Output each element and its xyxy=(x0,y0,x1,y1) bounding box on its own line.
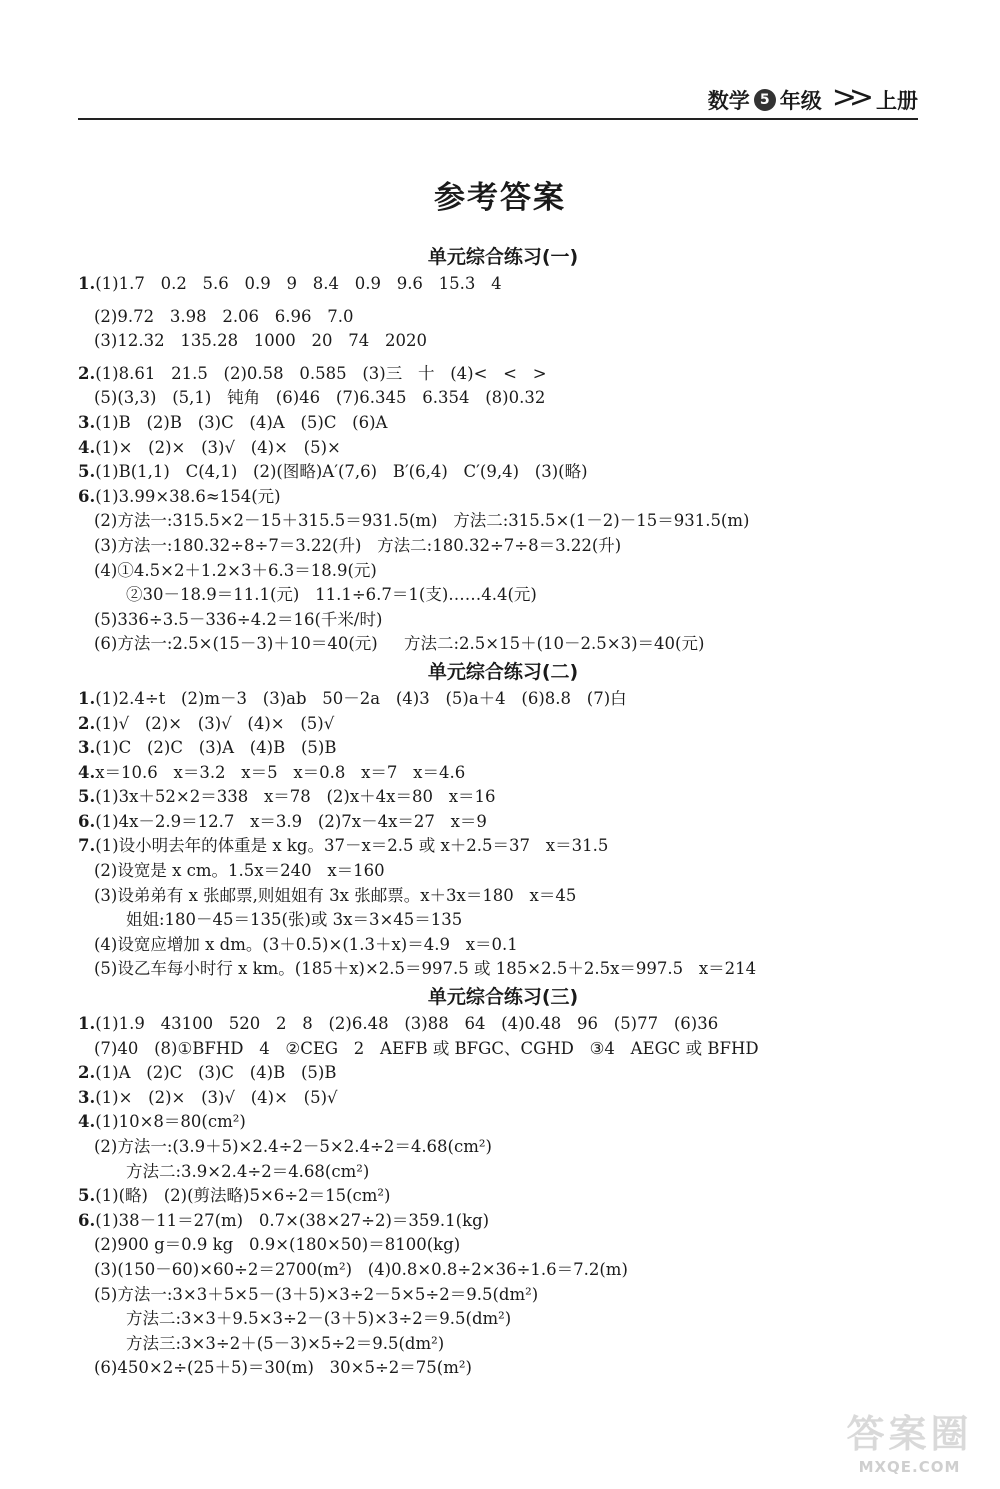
answer-text: (1)(略) (2)(剪法略)5×6÷2＝15(cm²) xyxy=(95,1186,391,1206)
answer-line xyxy=(78,583,928,608)
answer-text: (1)设小明去年的体重是 x kg。37－x＝2.5 或 x＋2.5＝37 x＝31.5 xyxy=(95,836,609,856)
answer-line xyxy=(78,608,928,633)
answer-text: 方法二:3×3＋9.5×3÷2－(3＋5)×3÷2＝9.5(dm²) xyxy=(126,1309,512,1329)
question-number: 7. xyxy=(78,836,96,856)
question-number: 1. xyxy=(78,1014,96,1034)
answer-line xyxy=(78,305,928,330)
watermark-logo xyxy=(827,1403,992,1483)
answer-text: (1)38－11＝27(m) 0.7×(38×27÷2)＝359.1(kg) xyxy=(95,1210,490,1230)
answer-line xyxy=(78,632,928,657)
answer-text: (3)(150－60)×60÷2＝2700(m²) (4)0.8×0.8÷2×36÷1.6＝7.2(m) xyxy=(94,1259,628,1279)
answer-line xyxy=(78,712,928,737)
question-number: 4. xyxy=(78,437,96,457)
page-title: 参考答案 xyxy=(434,180,566,216)
answer-line xyxy=(78,1160,928,1185)
answer-line xyxy=(78,1283,928,1308)
answer-text: (7)40 (8)①BFHD 4 ②CEG 2 AEFB 或 BFGC、CGHD ③4 AEGC 或 BFHD xyxy=(94,1038,759,1058)
answer-text: (1)× (2)× (3)√ (4)× (5)√ xyxy=(95,1087,338,1107)
question-number: 2. xyxy=(78,713,96,733)
answer-content xyxy=(78,242,928,1381)
answer-text: (1)8.61 21.5 (2)0.58 0.585 (3)三 十 (4)< < > xyxy=(95,363,547,383)
answer-line xyxy=(78,1332,928,1357)
answer-line xyxy=(78,1037,928,1062)
answer-text: (2)9.72 3.98 2.06 6.96 7.0 xyxy=(94,306,354,326)
answer-line xyxy=(78,908,928,933)
watermark-url: MXQE.COM xyxy=(858,1458,961,1476)
answer-text: (2)设宽是 x cm。1.5x＝240 x＝160 xyxy=(94,861,385,881)
section-title: 单元综合练习(一) xyxy=(427,246,579,268)
answer-text: 方法二:3.9×2.4÷2＝4.68(cm²) xyxy=(126,1161,370,1181)
answer-line xyxy=(78,687,928,712)
answer-text: x＝10.6 x＝3.2 x＝5 x＝0.8 x＝7 x＝4.6 xyxy=(95,762,466,782)
answer-line xyxy=(78,1110,928,1135)
header-label xyxy=(707,80,918,115)
answer-line xyxy=(78,736,928,761)
question-number: 3. xyxy=(78,738,96,758)
answer-line xyxy=(78,329,928,354)
answer-text: (4)设宽应增加 x dm。(3＋0.5)×(1.3＋x)＝4.9 x＝0.1 xyxy=(94,934,518,954)
answer-text: (1)4x－2.9＝12.7 x＝3.9 (2)7x－4x＝27 x＝9 xyxy=(95,811,487,831)
answer-line xyxy=(78,834,928,859)
answer-line xyxy=(78,761,928,786)
answer-line xyxy=(78,1012,928,1037)
answer-line xyxy=(78,534,928,559)
answer-line xyxy=(78,411,928,436)
answer-line xyxy=(78,436,928,461)
answer-text: (1)3x＋52×2＝338 x＝78 (2)x＋4x＝80 x＝16 xyxy=(95,787,496,807)
question-number: 6. xyxy=(78,486,96,506)
answer-text: (1)C (2)C (3)A (4)B (5)B xyxy=(95,738,337,758)
subject-label: 数学 xyxy=(707,88,750,113)
answer-line xyxy=(78,1184,928,1209)
answer-text: (2)方法一:315.5×2－15＋315.5＝931.5(m) 方法二:315.5×(1－2)－15＝931.5(m) xyxy=(94,511,750,531)
answer-line xyxy=(78,1061,928,1086)
question-number: 3. xyxy=(78,412,96,432)
answer-text: (2)方法一:(3.9＋5)×2.4÷2－5×2.4÷2＝4.68(cm²) xyxy=(94,1137,492,1156)
answer-text: 方法三:3×3÷2＋(5－3)×5÷2＝9.5(dm²) xyxy=(126,1333,445,1353)
answer-text: (1)B(1,1) C(4,1) (2)(图略)A′(7,6) B′(6,4) C′(9,4) (3)(略) xyxy=(95,462,588,482)
answer-text: (1)1.7 0.2 5.6 0.9 9 8.4 0.9 9.6 15.3 4 xyxy=(95,274,502,293)
answer-text: (1)× (2)× (3)√ (4)× (5)× xyxy=(95,437,341,457)
answer-line xyxy=(78,1233,928,1258)
page-header xyxy=(78,80,918,120)
grade-label: 年级 xyxy=(779,88,822,113)
answer-line xyxy=(78,272,928,297)
question-number: 1. xyxy=(78,274,96,293)
question-number: 5. xyxy=(78,462,96,482)
answer-text: (5)336÷3.5－336÷4.2＝16(千米/时) xyxy=(94,609,383,629)
answer-text: ②30－18.9＝11.1(元) 11.1÷6.7＝1(支)……4.4(元) xyxy=(126,585,537,605)
question-number: 5. xyxy=(78,787,96,807)
question-number: 1. xyxy=(78,688,96,708)
answer-line xyxy=(78,1209,928,1234)
answer-line xyxy=(78,1135,928,1160)
answer-line xyxy=(78,1307,928,1332)
answer-line xyxy=(78,1356,928,1381)
section-title: 单元综合练习(二) xyxy=(427,660,579,683)
question-number: 6. xyxy=(78,811,96,831)
answer-text: (3)设弟弟有 x 张邮票,则姐姐有 3x 张邮票。x＋3x＝180 x＝45 xyxy=(94,885,577,905)
answer-line xyxy=(78,810,928,835)
question-number: 3. xyxy=(78,1087,96,1107)
watermark-text: 答案圈 xyxy=(846,1412,973,1456)
answer-text: (5)(3,3) (5,1) 钝角 (6)46 (7)6.345 6.354 (8)0.32 xyxy=(94,388,546,408)
answer-line xyxy=(78,785,928,810)
answer-text: (6)方法一:2.5×(15－3)＋10＝40(元) 方法二:2.5×15＋(10－2.5×3)＝40(元) xyxy=(94,634,705,654)
answer-text: (1)√ (2)× (3)√ (4)× (5)√ xyxy=(95,713,335,733)
answer-text: (1)3.99×38.6≈154(元) xyxy=(95,486,281,506)
answer-line xyxy=(78,485,928,510)
section-title: 单元综合练习(三) xyxy=(427,986,579,1009)
answer-line xyxy=(78,1086,928,1111)
answer-text: (5)方法一:3×3＋5×5－(3＋5)×3÷2－5×5÷2＝9.5(dm²) xyxy=(94,1284,539,1304)
answer-text: (4)①4.5×2＋1.2×3＋6.3＝18.9(元) xyxy=(94,560,377,580)
answer-text: (3)12.32 135.28 1000 20 74 2020 xyxy=(94,331,427,351)
answer-text: (1)B (2)B (3)C (4)A (5)C (6)A xyxy=(95,412,388,432)
answer-text: (6)450×2÷(25＋5)＝30(m) 30×5÷2＝75(m²) xyxy=(94,1358,472,1378)
answer-line xyxy=(78,509,928,534)
answer-line xyxy=(78,957,928,982)
answer-text: (1)1.9 43100 520 2 8 (2)6.48 (3)88 64 (4)0.48 96 (5)77 (6)36 xyxy=(95,1014,719,1034)
answer-text: (5)设乙车每小时行 x km。(185＋x)×2.5＝997.5 或 185×2.5＋2.5x＝997.5 x＝214 xyxy=(94,959,757,979)
answer-text: (3)方法一:180.32÷8÷7＝3.22(升) 方法二:180.32÷7÷8＝3.22(升) xyxy=(94,535,622,555)
answer-line xyxy=(78,1258,928,1283)
question-number: 4. xyxy=(78,1112,96,1132)
question-number: 5. xyxy=(78,1186,96,1206)
answer-line xyxy=(78,933,928,958)
answer-line xyxy=(78,859,928,884)
volume-label: 上册 xyxy=(876,88,918,113)
question-number: 4. xyxy=(78,762,96,782)
answer-line xyxy=(78,386,928,411)
header-rule xyxy=(78,118,918,120)
answer-text: (2)900 g＝0.9 kg 0.9×(180×50)＝8100(kg) xyxy=(94,1235,461,1255)
answer-line xyxy=(78,884,928,909)
answer-text: (1)10×8＝80(cm²) xyxy=(95,1112,246,1132)
answer-text: 姐姐:180－45＝135(张)或 3x＝3×45＝135 xyxy=(126,910,463,930)
answer-line xyxy=(78,559,928,584)
answer-text: (1)A (2)C (3)C (4)B (5)B xyxy=(95,1063,337,1083)
double-chevron-icon: >> xyxy=(831,80,866,115)
answer-text: (1)2.4÷t (2)m－3 (3)ab 50－2a (4)3 (5)a＋4 (6)8.8 (7)白 xyxy=(95,688,627,708)
question-number: 6. xyxy=(78,1210,96,1230)
grade-badge: 5 xyxy=(754,89,776,111)
answer-line xyxy=(78,362,928,387)
question-number: 2. xyxy=(78,1063,96,1083)
question-number: 2. xyxy=(78,363,96,383)
answer-line xyxy=(78,460,928,485)
